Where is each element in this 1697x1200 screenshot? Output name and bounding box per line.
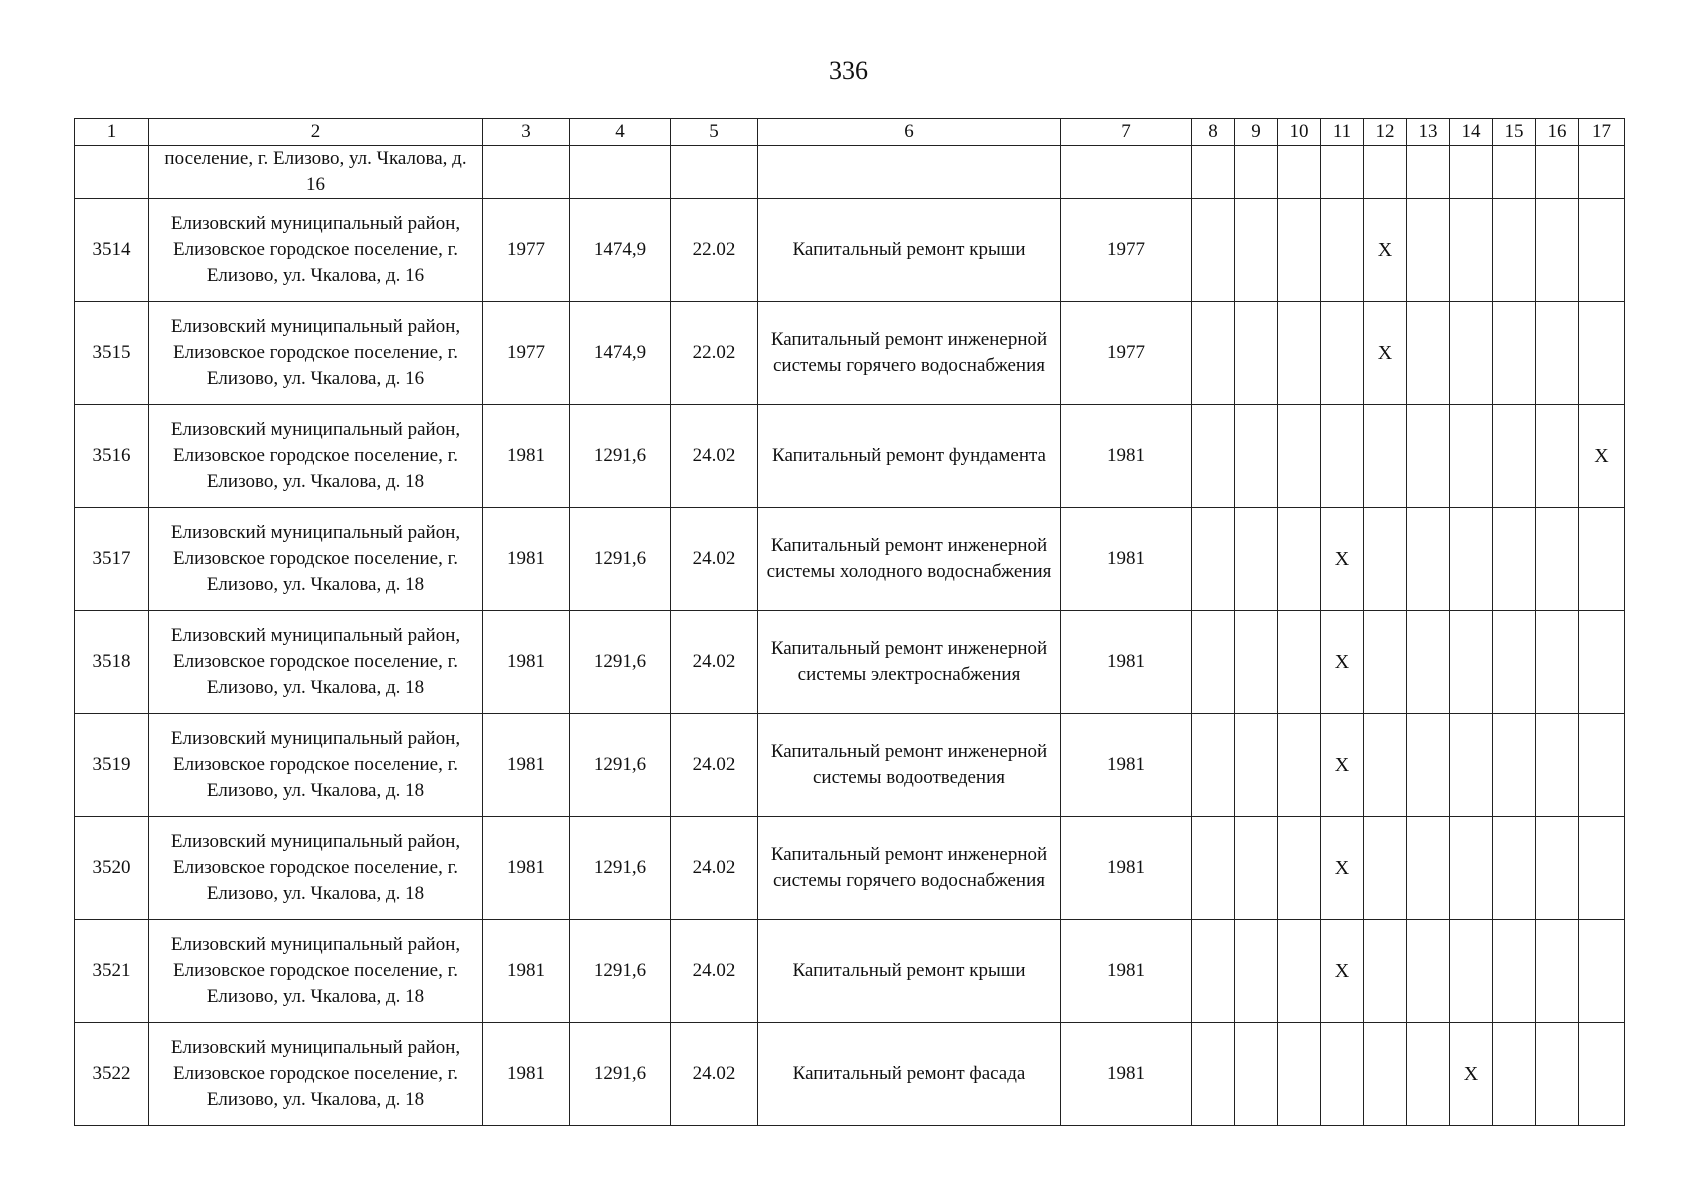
column-header: 4 [570,119,671,146]
record-number-cell: 3518 [75,611,149,714]
work-type-cell: Капитальный ремонт инженерной системы горячего водоснабжения [758,817,1061,920]
mark-cell: X [1321,714,1364,817]
mark-cell [1235,199,1278,302]
work-type-cell: Капитальный ремонт фундамента [758,405,1061,508]
mark-cell [1450,199,1493,302]
mark-cell [1579,302,1625,405]
address-cell: Елизовский муниципальный район, Елизовское городское поселение, г. Елизово, ул. Чкалова, д. 18 [149,611,483,714]
column-header: 2 [149,119,483,146]
table-row [75,199,1625,302]
column-header: 9 [1235,119,1278,146]
area-cell: 1474,9 [570,302,671,405]
mark-cell [1278,405,1321,508]
address-cell: Елизовский муниципальный район, Елизовское городское поселение, г. Елизово, ул. Чкалова, д. 18 [149,817,483,920]
code-cell: 24.02 [671,405,758,508]
mark-cell [1235,714,1278,817]
mark-cell [1192,508,1235,611]
area-cell: 1291,6 [570,920,671,1023]
mark-cell [1407,199,1450,302]
work-type-cell: Капитальный ремонт крыши [758,920,1061,1023]
column-number-row [75,119,1625,146]
column-header: 8 [1192,119,1235,146]
address-cell: Елизовский муниципальный район, Елизовское городское поселение, г. Елизово, ул. Чкалова, д. 18 [149,1023,483,1126]
mark-cell [1450,611,1493,714]
mark-cell [1450,302,1493,405]
code-cell: 24.02 [671,714,758,817]
mark-cell [1493,714,1536,817]
code-cell: 24.02 [671,920,758,1023]
mark-cell [1278,1023,1321,1126]
area-cell: 1291,6 [570,508,671,611]
capital-repair-table [74,118,1625,1126]
mark-cell [1235,1023,1278,1126]
address-cell: Елизовский муниципальный район, Елизовское городское поселение, г. Елизово, ул. Чкалова, д. 18 [149,508,483,611]
mark-cell [1192,714,1235,817]
build-year-cell: 1981 [483,405,570,508]
empty-cell [1278,146,1321,199]
address-cell: Елизовский муниципальный район, Елизовское городское поселение, г. Елизово, ул. Чкалова, д. 18 [149,405,483,508]
page-number: 336 [829,56,868,85]
empty-cell [570,146,671,199]
mark-cell [1407,920,1450,1023]
code-cell: 24.02 [671,1023,758,1126]
code-cell: 22.02 [671,302,758,405]
address-cell: Елизовский муниципальный район, Елизовское городское поселение, г. Елизово, ул. Чкалова, д. 18 [149,714,483,817]
table-row [75,714,1625,817]
area-cell: 1291,6 [570,405,671,508]
work-type-cell: Капитальный ремонт инженерной системы электроснабжения [758,611,1061,714]
mark-cell [1407,817,1450,920]
record-number-cell: 3515 [75,302,149,405]
mark-cell [1278,817,1321,920]
column-header: 6 [758,119,1061,146]
record-number-cell: 3522 [75,1023,149,1126]
build-year-cell: 1981 [483,714,570,817]
mark-cell [1364,920,1407,1023]
area-cell: 1291,6 [570,611,671,714]
number-cell [75,146,149,199]
empty-cell [1061,146,1192,199]
column-header: 7 [1061,119,1192,146]
mark-cell [1579,1023,1625,1126]
empty-cell [1364,146,1407,199]
build-year-cell: 1981 [483,817,570,920]
year-cell: 1981 [1061,714,1192,817]
mark-cell [1235,817,1278,920]
mark-cell [1192,199,1235,302]
mark-cell [1579,199,1625,302]
empty-cell [1579,146,1625,199]
mark-cell [1493,508,1536,611]
mark-cell [1321,405,1364,508]
mark-cell [1364,1023,1407,1126]
mark-cell [1450,817,1493,920]
mark-cell [1407,611,1450,714]
column-header: 15 [1493,119,1536,146]
mark-cell [1536,1023,1579,1126]
mark-cell [1278,199,1321,302]
empty-cell [1536,146,1579,199]
mark-cell [1278,714,1321,817]
mark-cell [1407,508,1450,611]
work-type-cell: Капитальный ремонт инженерной системы водоотведения [758,714,1061,817]
address-cell: поселение, г. Елизово, ул. Чкалова, д. 16 [149,146,483,199]
mark-cell [1579,920,1625,1023]
record-number-cell: 3516 [75,405,149,508]
mark-cell [1235,508,1278,611]
column-header: 10 [1278,119,1321,146]
empty-cell [1235,146,1278,199]
mark-cell [1235,611,1278,714]
mark-cell [1364,611,1407,714]
column-header: 11 [1321,119,1364,146]
column-header: 1 [75,119,149,146]
area-cell: 1291,6 [570,714,671,817]
mark-cell: X [1364,302,1407,405]
table-row [75,405,1625,508]
year-cell: 1981 [1061,817,1192,920]
record-number-cell: 3517 [75,508,149,611]
build-year-cell: 1981 [483,1023,570,1126]
year-cell: 1981 [1061,920,1192,1023]
record-number-cell: 3514 [75,199,149,302]
mark-cell: X [1450,1023,1493,1126]
mark-cell [1192,817,1235,920]
mark-cell [1493,302,1536,405]
mark-cell: X [1364,199,1407,302]
mark-cell [1235,920,1278,1023]
mark-cell [1278,920,1321,1023]
table-row [75,920,1625,1023]
code-cell: 24.02 [671,611,758,714]
mark-cell [1192,302,1235,405]
mark-cell [1536,199,1579,302]
mark-cell [1579,508,1625,611]
mark-cell [1493,817,1536,920]
mark-cell [1493,1023,1536,1126]
year-cell: 1981 [1061,1023,1192,1126]
record-number-cell: 3520 [75,817,149,920]
mark-cell [1493,611,1536,714]
mark-cell: X [1321,920,1364,1023]
mark-cell [1407,405,1450,508]
mark-cell [1364,508,1407,611]
mark-cell [1278,611,1321,714]
empty-cell [758,146,1061,199]
mark-cell [1450,920,1493,1023]
mark-cell [1493,199,1536,302]
code-cell: 22.02 [671,199,758,302]
record-number-cell: 3519 [75,714,149,817]
mark-cell [1536,817,1579,920]
mark-cell [1536,714,1579,817]
address-cell: Елизовский муниципальный район, Елизовское городское поселение, г. Елизово, ул. Чкалова, д. 16 [149,302,483,405]
mark-cell [1321,199,1364,302]
address-cell: Елизовский муниципальный район, Елизовское городское поселение, г. Елизово, ул. Чкалова, д. 16 [149,199,483,302]
work-type-cell: Капитальный ремонт инженерной системы горячего водоснабжения [758,302,1061,405]
work-type-cell: Капитальный ремонт крыши [758,199,1061,302]
column-header: 13 [1407,119,1450,146]
column-header: 3 [483,119,570,146]
area-cell: 1291,6 [570,1023,671,1126]
column-header: 5 [671,119,758,146]
mark-cell [1579,817,1625,920]
mark-cell [1192,1023,1235,1126]
mark-cell [1493,405,1536,508]
mark-cell [1321,302,1364,405]
mark-cell [1536,405,1579,508]
mark-cell [1407,714,1450,817]
empty-cell [1192,146,1235,199]
mark-cell [1450,508,1493,611]
mark-cell [1321,1023,1364,1126]
area-cell: 1291,6 [570,817,671,920]
build-year-cell: 1981 [483,508,570,611]
empty-cell [1493,146,1536,199]
mark-cell [1450,714,1493,817]
mark-cell [1536,302,1579,405]
record-number-cell: 3521 [75,920,149,1023]
work-type-cell: Капитальный ремонт инженерной системы холодного водоснабжения [758,508,1061,611]
mark-cell: X [1321,817,1364,920]
mark-cell [1278,508,1321,611]
column-header: 14 [1450,119,1493,146]
mark-cell [1192,920,1235,1023]
column-header: 17 [1579,119,1625,146]
code-cell: 24.02 [671,817,758,920]
table-row [75,1023,1625,1126]
column-header: 16 [1536,119,1579,146]
mark-cell [1450,405,1493,508]
mark-cell [1579,714,1625,817]
mark-cell [1493,920,1536,1023]
build-year-cell: 1977 [483,199,570,302]
area-cell: 1474,9 [570,199,671,302]
mark-cell [1364,817,1407,920]
mark-cell [1407,1023,1450,1126]
empty-cell [483,146,570,199]
work-type-cell: Капитальный ремонт фасада [758,1023,1061,1126]
mark-cell: X [1579,405,1625,508]
empty-cell [1407,146,1450,199]
mark-cell [1536,920,1579,1023]
mark-cell [1192,405,1235,508]
mark-cell [1579,611,1625,714]
year-cell: 1981 [1061,405,1192,508]
mark-cell [1235,302,1278,405]
build-year-cell: 1977 [483,302,570,405]
year-cell: 1977 [1061,302,1192,405]
empty-cell [1321,146,1364,199]
build-year-cell: 1981 [483,611,570,714]
empty-cell [1450,146,1493,199]
build-year-cell: 1981 [483,920,570,1023]
mark-cell: X [1321,508,1364,611]
mark-cell [1364,714,1407,817]
table-body [75,146,1625,1126]
year-cell: 1981 [1061,508,1192,611]
mark-cell [1536,611,1579,714]
mark-cell [1278,302,1321,405]
mark-cell: X [1321,611,1364,714]
empty-cell [671,146,758,199]
code-cell: 24.02 [671,508,758,611]
mark-cell [1536,508,1579,611]
mark-cell [1407,302,1450,405]
column-header: 12 [1364,119,1407,146]
continuation-row [75,146,1625,199]
year-cell: 1977 [1061,199,1192,302]
mark-cell [1235,405,1278,508]
year-cell: 1981 [1061,611,1192,714]
table-row [75,817,1625,920]
table-row [75,302,1625,405]
mark-cell [1192,611,1235,714]
mark-cell [1364,405,1407,508]
address-cell: Елизовский муниципальный район, Елизовское городское поселение, г. Елизово, ул. Чкалова, д. 18 [149,920,483,1023]
table-row [75,508,1625,611]
table-row [75,611,1625,714]
